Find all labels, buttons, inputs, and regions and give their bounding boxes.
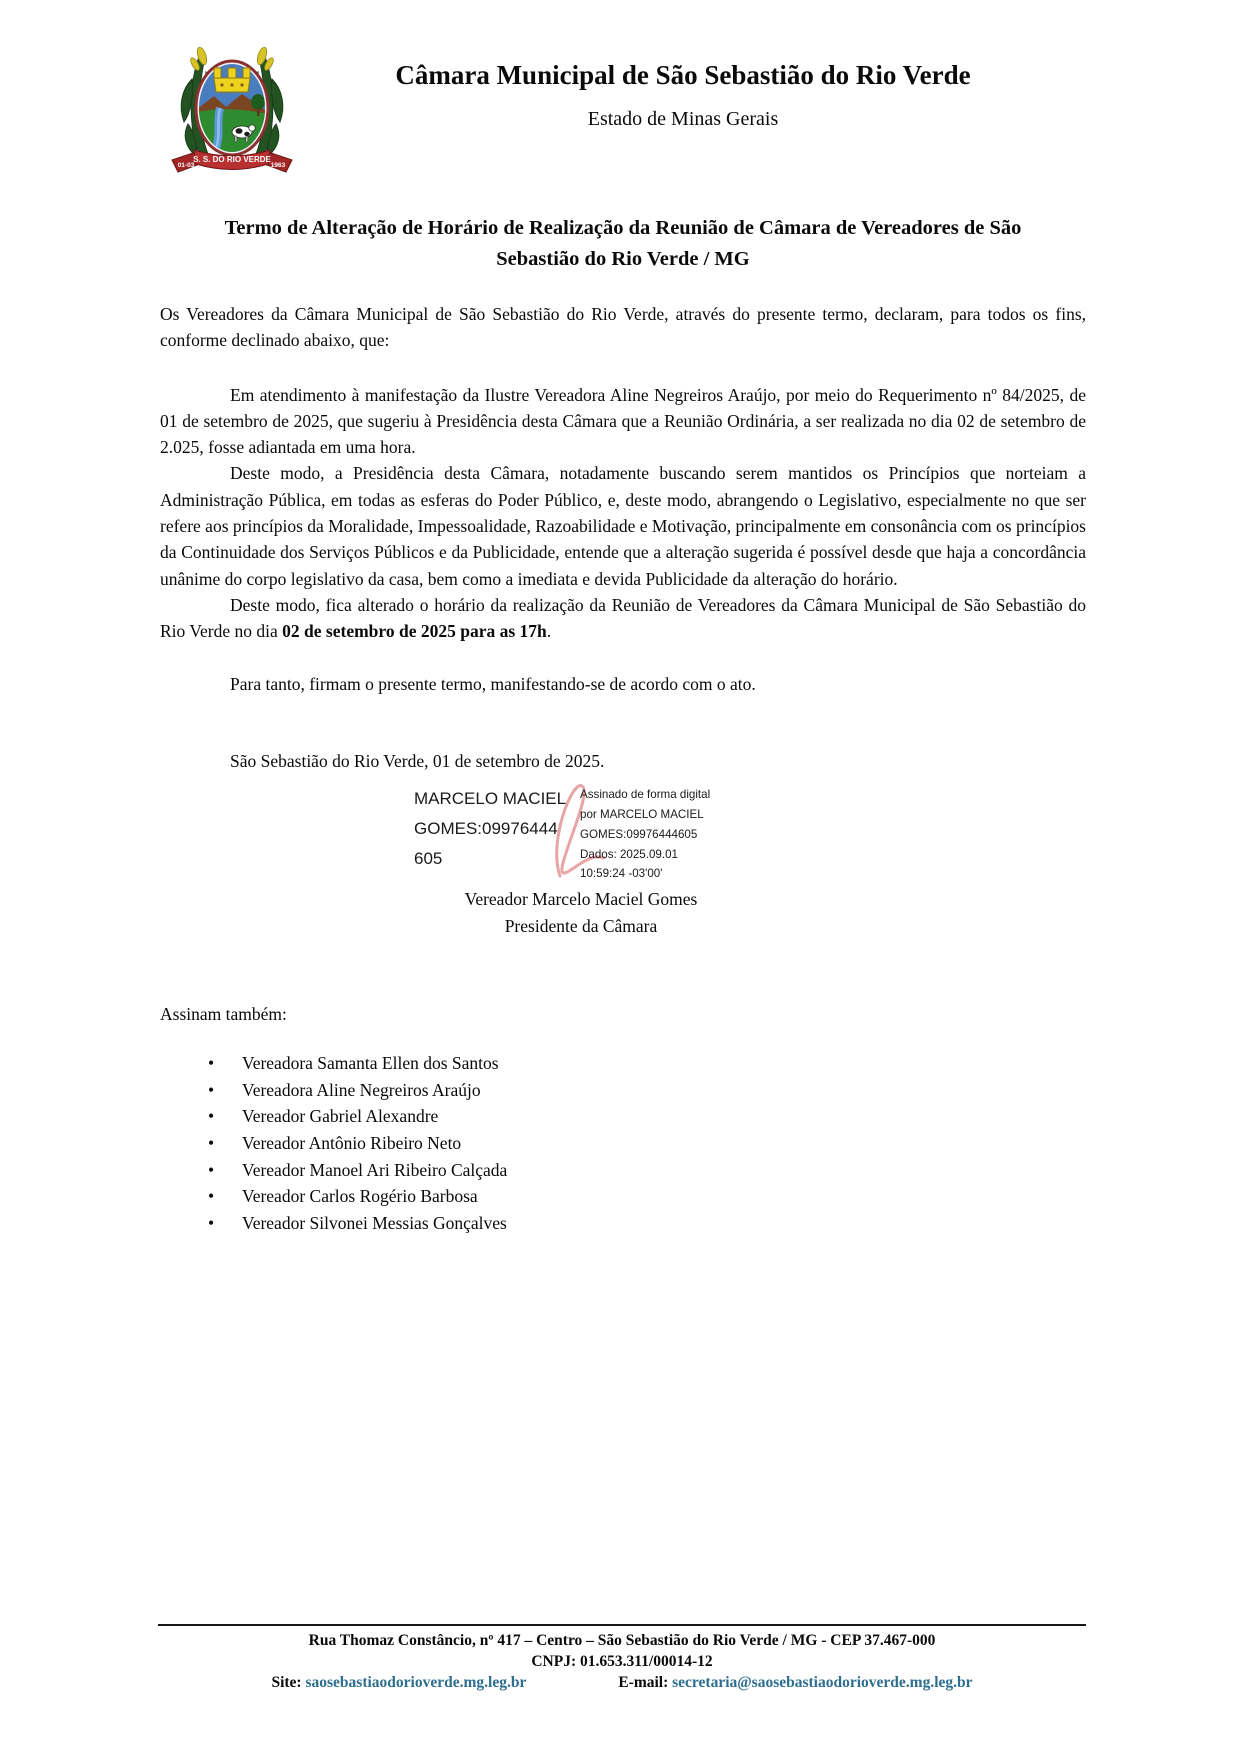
- footer-site: [271, 1673, 526, 1694]
- paragraph-2: Deste modo, a Presidência desta Câmara, notadamente buscando serem mantidos os Princípios que norteiam a Administração Pública, em todas as esferas do Poder Público, e, deste modo, abrangendo o Legislativo, especialmente no que ser refere aos princípios da Moralidade, Impessoalidade, Razoabilidade e Motivação, principalmente em consonância com os princípios da Continuidade dos Serviços Públicos e da Publicidade, entende que a alteração sugerida é possível desde que haja a concordância unânime do corpo legislativo da casa, bem como a imediata e devida Publicidade da alteração do horário.: [160, 463, 1086, 589]
- municipal-coat-of-arms-logo: [162, 44, 302, 174]
- signer-role: Presidente da Câmara: [504, 916, 658, 937]
- organization-name: Câmara Municipal de São Sebastião do Rio Verde: [395, 60, 971, 90]
- footer-address: Rua Thomaz Constâncio, nº 417 – Centro – São Sebastião do Rio Verde / MG - CEP 37.467-000: [308, 1632, 936, 1649]
- document-title: Termo de Alteração de Horário de Realização da Reunião de Câmara de Vereadores de São Sebastião do Rio Verde / MG: [224, 217, 1022, 270]
- footer-cnpj: CNPJ: 01.653.311/00014-12: [531, 1652, 713, 1670]
- digital-signature-block: [414, 784, 744, 884]
- email-link[interactable]: secretaria@saosebastiaodorioverde.mg.leg.br: [672, 1673, 973, 1691]
- letterhead: [160, 42, 1086, 169]
- signature-name-line: 605: [414, 849, 443, 869]
- signer-name: Vereador Marcelo Maciel Gomes: [464, 889, 698, 910]
- paragraph-1: Em atendimento à manifestação da Ilustre Vereadora Aline Negreiros Araújo, por meio do Requerimento nº 84/2025, de 01 de setembro de 2025, que sugeriu à Presidência desta Câmara que a Reunião Ordinária, a ser realizada no dia 02 de setembro de 2.025, fosse adiantada em uma hora.: [160, 384, 1086, 458]
- site-label: Site:: [271, 1673, 302, 1691]
- ribbon-right-text: 1963: [270, 162, 286, 169]
- cosigner-item: • Vereador Manoel Ari Ribeiro Calçada: [160, 1157, 1086, 1184]
- cosigners-list: [160, 1050, 1086, 1236]
- cosigner-item: • Vereador Antônio Ribeiro Neto: [160, 1130, 1086, 1157]
- cosigner-item: • Vereador Silvonei Messias Gonçalves: [160, 1210, 1086, 1237]
- organization-state: Estado de Minas Gerais: [587, 108, 779, 130]
- page-footer: [158, 1624, 1086, 1693]
- signature-detail-line: por MARCELO MACIEL: [580, 807, 704, 821]
- paragraph-3-prefix: Deste modo, fica alterado o horário da realização da Reunião de Vereadores da Câmara Municipal de São Sebastião do Rio Verde no dia: [160, 594, 1086, 642]
- intro-paragraph: Os Vereadores da Câmara Municipal de São Sebastião do Rio Verde, através do presente termo, declaram, para todos os fins, conforme declinado abaixo, que:: [160, 304, 1086, 351]
- signature-name-line: MARCELO MACIEL: [414, 789, 567, 809]
- signature-detail-line: Assinado de forma digital: [580, 788, 711, 802]
- signature-detail-line: Dados: 2025.09.01: [580, 847, 678, 861]
- footer-email: [618, 1673, 972, 1694]
- coat-of-arms-icon: [162, 44, 302, 176]
- signature-name-line: GOMES:09976444: [414, 819, 558, 839]
- ribbon-left-text: 01-03: [177, 162, 195, 169]
- document-body: [160, 213, 1086, 1236]
- paragraph-3-bold-date: 02 de setembro de 2025 para as 17h: [282, 621, 547, 642]
- paragraph-3: [160, 592, 1086, 645]
- cosigner-item: • Vereadora Samanta Ellen dos Santos: [160, 1050, 1086, 1077]
- paragraph-3-suffix: .: [546, 621, 552, 642]
- closing-paragraph: Para tanto, firmam o presente termo, manifestando-se de acordo com o ato.: [230, 673, 756, 694]
- cosigner-item: • Vereador Gabriel Alexandre: [160, 1103, 1086, 1130]
- signature-detail-line: 10:59:24 -03'00': [580, 867, 663, 881]
- digital-signature-details: [580, 784, 740, 884]
- ribbon-center-text: S. S. DO RIO VERDE: [193, 155, 271, 164]
- date-line: São Sebastião do Rio Verde, 01 de setembro de 2025.: [230, 750, 605, 771]
- email-label: E-mail:: [618, 1673, 669, 1691]
- cosigners-heading: Assinam também:: [160, 1004, 287, 1025]
- cosigner-item: • Vereadora Aline Negreiros Araújo: [160, 1077, 1086, 1104]
- digital-signature-name: [414, 784, 580, 884]
- cosigner-item: • Vereador Carlos Rogério Barbosa: [160, 1183, 1086, 1210]
- site-link[interactable]: saosebastiaodorioverde.mg.leg.br: [305, 1673, 527, 1691]
- signature-detail-line: GOMES:09976444605: [580, 827, 698, 841]
